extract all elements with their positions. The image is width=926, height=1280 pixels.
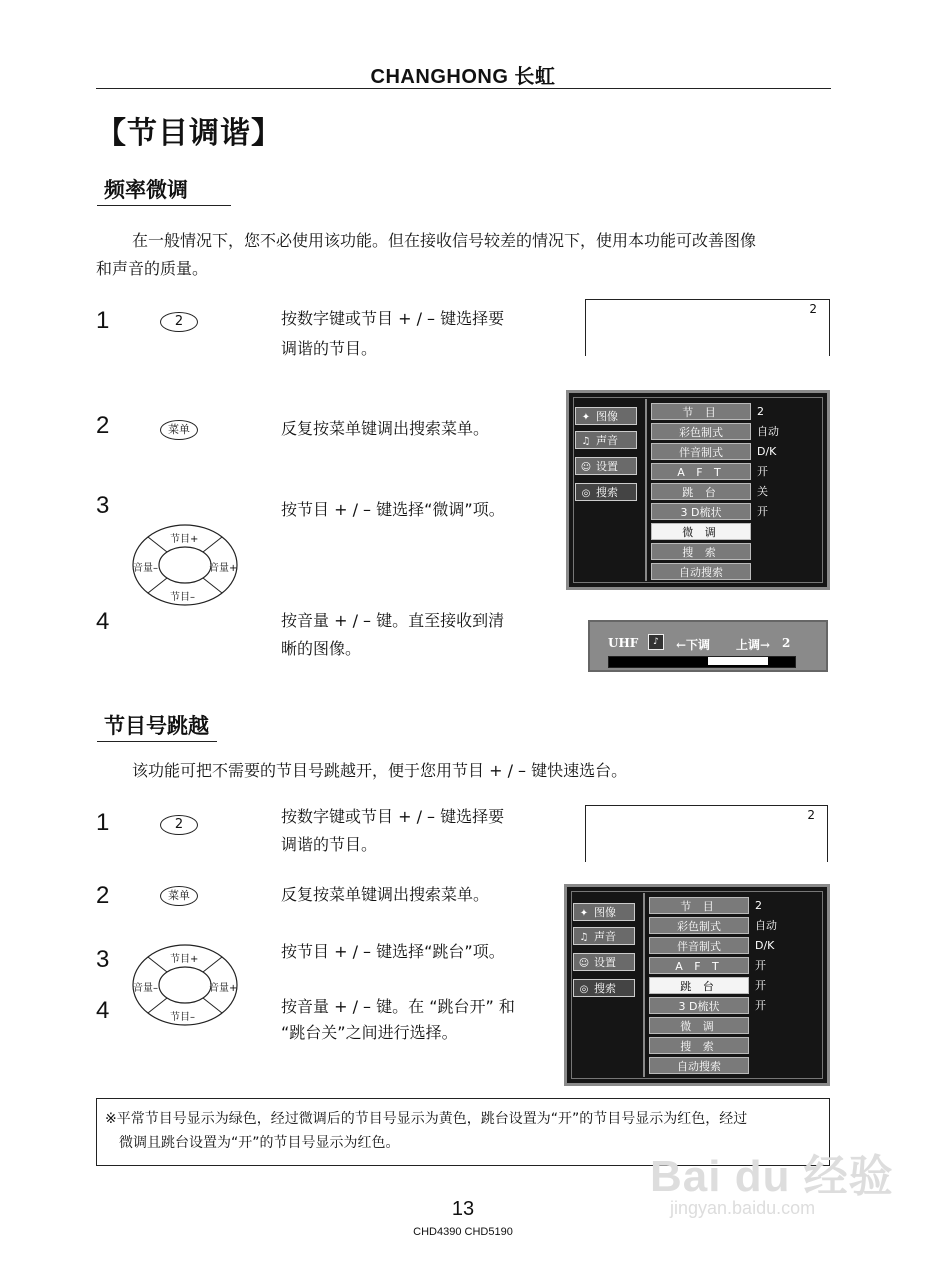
step-text: 按音量 + / – 键。在 “跳台开” 和 <box>281 997 515 1016</box>
note-line: ※平常节目号显示为绿色，经过微调后的节目号显示为黄色，跳台设置为“开”的节目号显示为红色，经过 <box>105 1111 748 1127</box>
step-text: 调谐的节目。 <box>281 835 378 854</box>
menu-tab-search: ◎ 搜索 <box>575 483 637 501</box>
menu-item: 伴音制式 <box>651 443 751 460</box>
section1-heading: 频率微调 <box>104 178 188 202</box>
menu-value: 关 <box>757 485 768 498</box>
search-icon: ◎ <box>579 984 589 995</box>
section2-intro: 该功能可把不需要的节目号跳越开，便于您用节目 + / – 键快速选台。 <box>132 761 628 780</box>
step-number: 3 <box>96 492 110 519</box>
menu-item: 自动搜索 <box>651 563 751 580</box>
menu-value: 自动 <box>755 919 777 932</box>
menu-value: 开 <box>757 505 768 518</box>
note-line: 微调且跳台设置为“开”的节目号显示为红色。 <box>119 1135 400 1151</box>
picture-icon: ✦ <box>581 412 591 423</box>
step-number: 3 <box>96 946 110 973</box>
picture-icon: ✦ <box>579 908 589 919</box>
menu-value: 开 <box>757 465 768 478</box>
step-text: 按音量 + / – 键。直至接收到清 <box>281 611 505 630</box>
step-text: “跳台关”之间进行选择。 <box>281 1023 458 1042</box>
menu-value: 自动 <box>757 425 779 438</box>
remote-label: 音量+ <box>209 563 238 574</box>
step-text: 反复按菜单键调出搜索菜单。 <box>281 885 490 904</box>
channel-number: 2 <box>807 808 815 822</box>
step-number: 1 <box>96 307 110 334</box>
menu-tab-sound: ♫ 声音 <box>575 431 637 449</box>
remote-label: 音量– <box>133 983 158 994</box>
menu-value: 开 <box>755 959 766 972</box>
page-number: 13 <box>451 1198 475 1220</box>
smiley-icon: ☺ <box>578 958 590 969</box>
menu-value: D/K <box>755 939 775 952</box>
menu-item: 自动搜索 <box>649 1057 749 1074</box>
menu-value: 2 <box>755 899 762 912</box>
section1-intro-line1: 在一般情况下，您不必使用该功能。但在接收信号较差的情况下，使用本功能可改善图像 <box>132 231 757 250</box>
tuning-icon: ♪ <box>648 634 664 650</box>
menu-tab-settings: ☺ 设置 <box>575 457 637 475</box>
step-number: 2 <box>96 882 110 909</box>
section2-underline <box>97 741 217 742</box>
step-text: 按数字键或节目 + / – 键选择要 <box>281 309 505 328</box>
remote-label: 节目– <box>170 1012 195 1023</box>
tv-screen-channel <box>585 299 830 356</box>
step-text: 调谐的节目。 <box>281 339 378 358</box>
menu-value: 开 <box>755 979 766 992</box>
remote-label: 节目+ <box>170 954 199 965</box>
model-numbers: CHD4390 CHD5190 <box>413 1226 513 1238</box>
section1-intro-line2: 和声音的质量。 <box>96 259 209 278</box>
up-tune-label: 上调→ <box>736 638 771 652</box>
remote-direction-pad-icon <box>130 522 240 608</box>
menu-item: 搜 索 <box>651 543 751 560</box>
menu-tab-picture: ✦ 图像 <box>575 407 637 425</box>
tv-menu-screen <box>566 390 830 590</box>
menu-item: 伴音制式 <box>649 937 749 954</box>
menu-key-icon: 菜单 <box>160 420 198 440</box>
watermark-url: jingyan.baidu.com <box>670 1198 816 1218</box>
step-number: 4 <box>96 608 110 635</box>
remote-label: 音量– <box>133 563 158 574</box>
tv-screen-channel <box>585 805 828 862</box>
watermark-logo: Bai du 经验 <box>650 1152 894 1201</box>
menu-item-selected: 跳 台 <box>649 977 749 994</box>
sound-icon: ♫ <box>581 436 591 447</box>
channel-number: 2 <box>809 302 817 316</box>
remote-direction-pad-icon <box>130 942 240 1028</box>
menu-item: 微 调 <box>649 1017 749 1034</box>
sound-icon: ♫ <box>579 932 589 943</box>
step-number: 4 <box>96 997 110 1024</box>
menu-item: 彩色制式 <box>651 423 751 440</box>
section1-underline <box>97 205 231 206</box>
digit-2-key-icon: 2 <box>160 312 198 332</box>
section2-heading: 节目号跳越 <box>104 714 209 738</box>
digit-2-key-icon: 2 <box>160 815 198 835</box>
uhf-label: UHF <box>608 636 639 650</box>
remote-label: 节目– <box>170 592 195 603</box>
fine-tune-osd <box>588 620 828 672</box>
menu-item: 3 D梳状 <box>651 503 751 520</box>
step-number: 2 <box>96 412 110 439</box>
smiley-icon: ☺ <box>580 462 592 473</box>
baidu-watermark <box>650 1140 894 1218</box>
menu-item: 跳 台 <box>651 483 751 500</box>
menu-value: 开 <box>755 999 766 1012</box>
menu-value: 2 <box>757 405 764 418</box>
step-text: 晰的图像。 <box>281 639 362 658</box>
down-tune-label: ←下调 <box>676 638 711 652</box>
fine-tune-bar <box>608 656 796 668</box>
menu-tab-search: ◎ 搜索 <box>573 979 635 997</box>
menu-item: 彩色制式 <box>649 917 749 934</box>
menu-item: 搜 索 <box>649 1037 749 1054</box>
menu-value: D/K <box>757 445 777 458</box>
menu-item: 节 目 <box>649 897 749 914</box>
step-number: 1 <box>96 809 110 836</box>
menu-item: A F T <box>651 463 751 480</box>
step-text: 按节目 + / – 键选择“跳台”项。 <box>281 942 505 961</box>
search-icon: ◎ <box>581 488 591 499</box>
tv-menu-screen <box>564 884 830 1086</box>
uhf-channel: 2 <box>782 636 791 650</box>
menu-item: 节 目 <box>651 403 751 420</box>
brand-logo: CHANGHONG 长虹 <box>370 66 556 88</box>
menu-tab-sound: ♫ 声音 <box>573 927 635 945</box>
menu-item: A F T <box>649 957 749 974</box>
menu-tab-picture: ✦ 图像 <box>573 903 635 921</box>
remote-label: 节目+ <box>170 534 199 545</box>
page-title: 【节目调谐】 <box>96 116 282 151</box>
fine-tune-fill <box>708 657 768 665</box>
step-text: 按数字键或节目 + / – 键选择要 <box>281 807 505 826</box>
remote-label: 音量+ <box>209 983 238 994</box>
menu-key-icon: 菜单 <box>160 886 198 906</box>
step-text: 反复按菜单键调出搜索菜单。 <box>281 419 490 438</box>
menu-item: 3 D梳状 <box>649 997 749 1014</box>
header-divider <box>96 88 831 89</box>
menu-tab-settings: ☺ 设置 <box>573 953 635 971</box>
menu-item-selected: 微 调 <box>651 523 751 540</box>
step-text: 按节目 + / – 键选择“微调”项。 <box>281 500 505 519</box>
